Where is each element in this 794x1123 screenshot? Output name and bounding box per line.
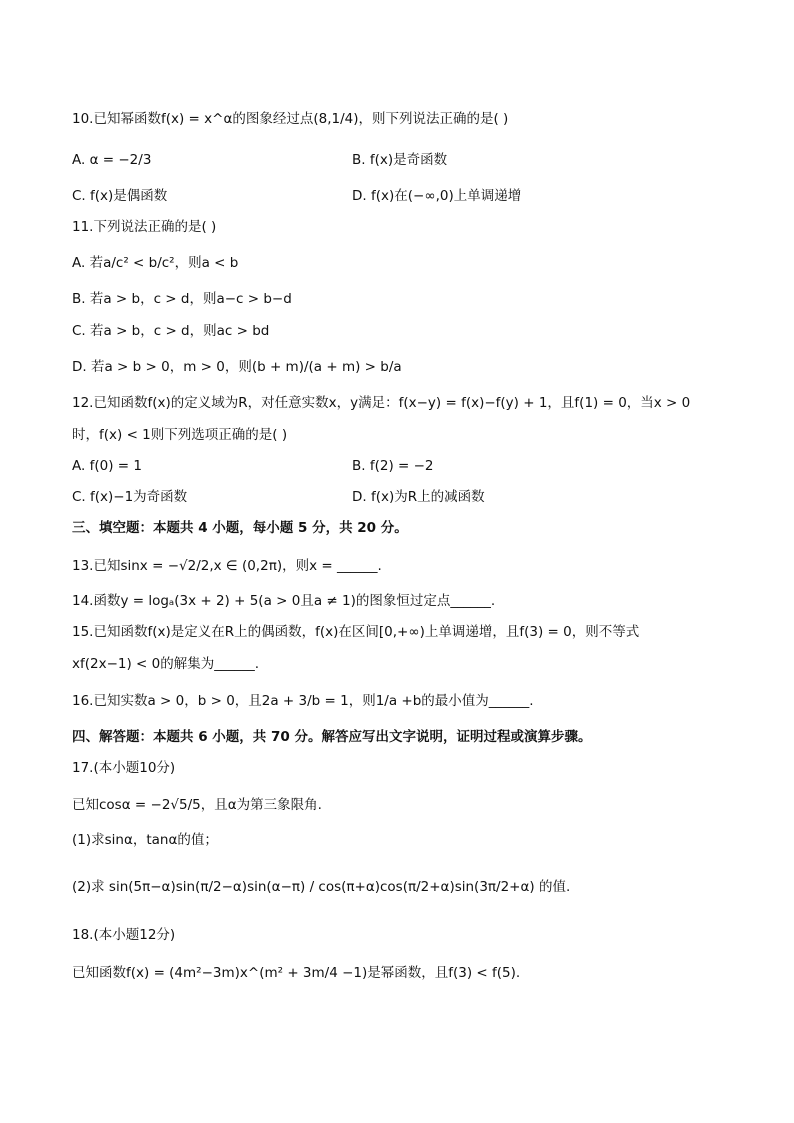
q10-stem: 10.已知幂函数f(x) = x^α的图象经过点(8,1/4)，则下列说法正确的是( )	[72, 111, 509, 127]
question-14: 14.函数y = logₐ(3x + 2) + 5(a > 0且a ≠ 1)的图象恒过定点______.	[72, 593, 496, 609]
q11-option-a: A. 若a/c² < b/c²，则a < b	[72, 255, 239, 271]
q12-option-d: D. f(x)为R上的减函数	[352, 489, 485, 505]
q11-stem: 11.下列说法正确的是( )	[72, 219, 217, 235]
question-13: 13.已知sinx = −√2/2,x ∈ (0,2π)，则x = ______.	[72, 558, 382, 574]
q12-option-a: A. f(0) = 1	[72, 458, 142, 474]
q15-line2: xf(2x−1) < 0的解集为______.	[72, 656, 260, 672]
section-fill-in-blank-heading: 三、填空题：本题共 4 小题，每小题 5 分，共 20 分。	[72, 520, 408, 536]
q10-option-b: B. f(x)是奇函数	[352, 152, 448, 168]
q10-option-a: A. α = −2/3	[72, 152, 152, 168]
q18-header: 18.(本小题12分)	[72, 927, 176, 943]
q12-option-c: C. f(x)−1为奇函数	[72, 489, 188, 505]
q12-stem-line2: 时，f(x) < 1则下列选项正确的是( )	[72, 427, 288, 443]
section-answer-heading: 四、解答题：本题共 6 小题，共 70 分。解答应写出文字说明，证明过程或演算步骤。	[72, 729, 592, 745]
q12-stem-line1: 12.已知函数f(x)的定义域为R，对任意实数x，y满足：f(x−y) = f(x)−f(y) + 1，且f(1) = 0，当x > 0	[72, 395, 691, 411]
q10-option-c: C. f(x)是偶函数	[72, 188, 168, 204]
q12-option-b: B. f(2) = −2	[352, 458, 434, 474]
q11-option-b: B. 若a > b，c > d，则a−c > b−d	[72, 291, 292, 307]
q17-part1: (1)求sinα，tanα的值；	[72, 832, 218, 848]
q17-header: 17.(本小题10分)	[72, 760, 176, 776]
q15-line1: 15.已知函数f(x)是定义在R上的偶函数，f(x)在区间[0,+∞)上单调递增，且f(3) = 0，则不等式	[72, 624, 640, 640]
q18-given: 已知函数f(x) = (4m²−3m)x^(m² + 3m/4 −1)是幂函数，且f(3) < f(5).	[72, 965, 521, 981]
q11-option-c: C. 若a > b，c > d，则ac > bd	[72, 323, 270, 339]
question-16: 16.已知实数a > 0，b > 0，且2a + 3/b = 1，则1/a +b的最小值为______.	[72, 693, 534, 709]
q10-option-d: D. f(x)在(−∞,0)上单调递增	[352, 188, 522, 204]
q11-option-d: D. 若a > b > 0，m > 0，则(b + m)/(a + m) > b/a	[72, 359, 402, 375]
q17-part2: (2)求 sin(5π−α)sin(π/2−α)sin(α−π) / cos(π+α)cos(π/2+α)sin(3π/2+α) 的值.	[72, 879, 571, 895]
q17-given: 已知cosα = −2√5/5，且α为第三象限角.	[72, 797, 322, 813]
